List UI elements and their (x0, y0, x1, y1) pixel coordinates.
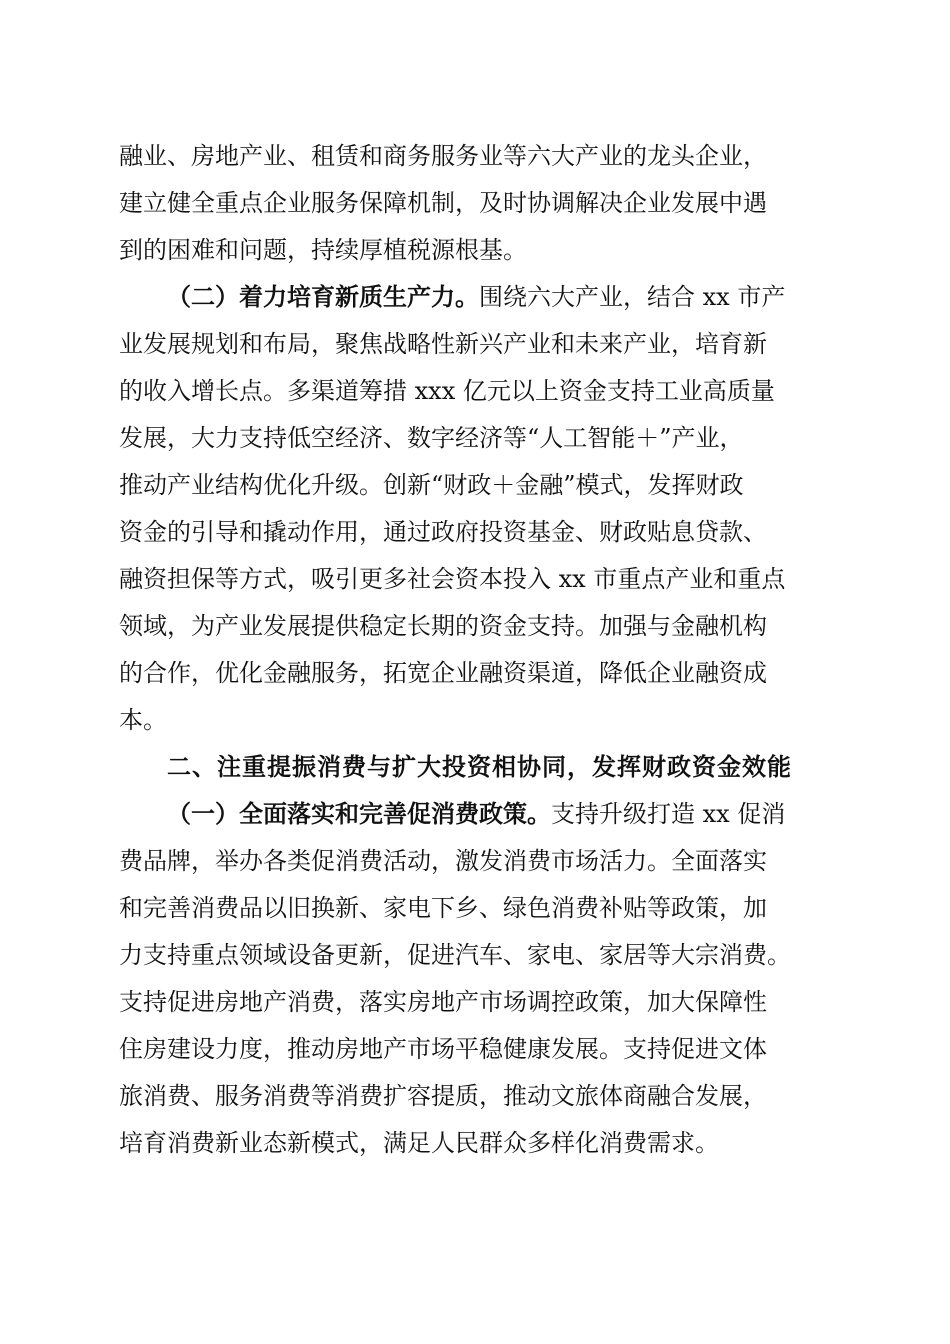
paragraph-new-productivity (119, 274, 839, 744)
paragraph-consumption-policy (119, 791, 839, 1167)
text-line: 到的困难和问题，持续厚植税源根基。 (119, 236, 527, 264)
paragraph-lead-heading: （二）着力培育新质生产力。 (167, 283, 479, 311)
section-heading: 二、注重提振消费与扩大投资相协同，发挥财政资金效能 (167, 753, 792, 781)
text-fragment: 支持升级打造 xx 促消 (551, 800, 786, 828)
text-line (119, 791, 839, 838)
text-line: 培育消费新业态新模式，满足人民群众多样化消费需求。 (119, 1129, 719, 1157)
text-line: 发展，大力支持低空经济、数字经济等“人工智能＋”产业， (119, 424, 744, 452)
text-line (119, 274, 839, 321)
paragraph-continuation (119, 133, 839, 274)
text-line: 旅消费、服务消费等消费扩容提质，推动文旅体商融合发展， (119, 1082, 767, 1110)
text-line: 业发展规划和布局，聚焦战略性新兴产业和未来产业，培育新 (119, 330, 767, 358)
text-line: 本。 (119, 706, 167, 734)
text-line: 融资担保等方式，吸引更多社会资本投入 xx 市重点产业和重点 (119, 565, 786, 593)
text-line: 住房建设力度，推动房地产市场平稳健康发展。支持促进文体 (119, 1035, 767, 1063)
text-line: 建立健全重点企业服务保障机制，及时协调解决企业发展中遇 (119, 189, 767, 217)
text-line: 力支持重点领域设备更新，促进汽车、家电、家居等大宗消费。 (119, 941, 791, 969)
document-body (119, 133, 839, 1167)
text-line: 融业、房地产业、租赁和商务服务业等六大产业的龙头企业， (119, 142, 767, 170)
paragraph-lead-heading: （一）全面落实和完善促消费政策。 (167, 800, 551, 828)
text-line: 的收入增长点。多渠道筹措 xxx 亿元以上资金支持工业高质量 (119, 377, 775, 405)
text-line: 的合作，优化金融服务，拓宽企业融资渠道，降低企业融资成 (119, 659, 767, 687)
text-line: 费品牌，举办各类促消费活动，激发消费市场活力。全面落实 (119, 847, 767, 875)
text-line: 推动产业结构优化升级。创新“财政＋金融”模式，发挥财政 (119, 471, 744, 499)
text-line: 和完善消费品以旧换新、家电下乡、绿色消费补贴等政策，加 (119, 894, 767, 922)
text-line: 领域，为产业发展提供稳定长期的资金支持。加强与金融机构 (119, 612, 767, 640)
text-line: 资金的引导和撬动作用，通过政府投资基金、财政贴息贷款、 (119, 518, 767, 546)
text-fragment: 围绕六大产业，结合 xx 市产 (479, 283, 786, 311)
text-line: 支持促进房地产消费，落实房地产市场调控政策，加大保障性 (119, 988, 767, 1016)
